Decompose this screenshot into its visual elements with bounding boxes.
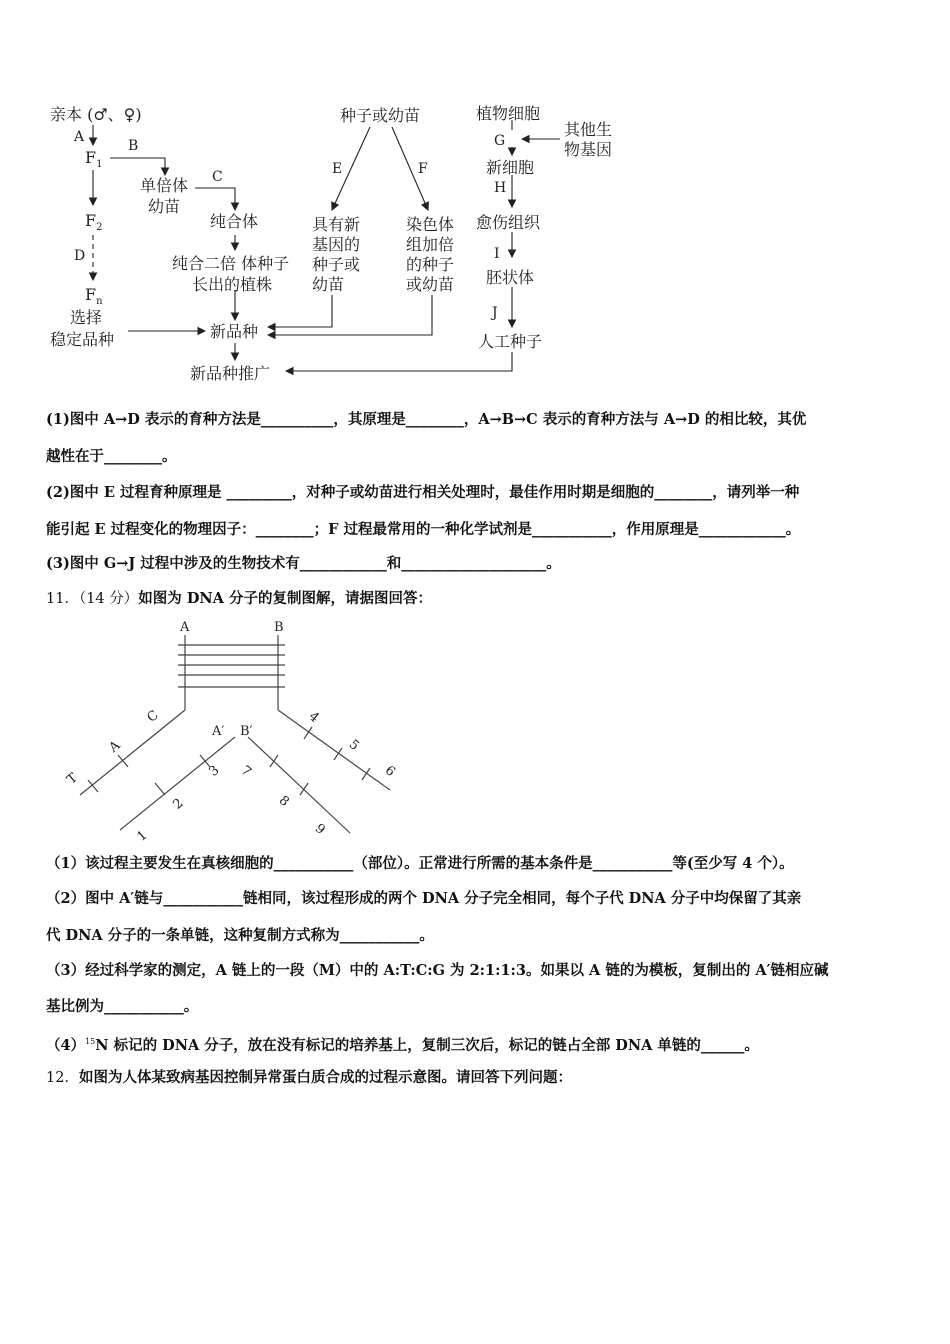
q11-3-line-2: 基比例为___________。 <box>46 998 199 1015</box>
seed-label: 种子或幼苗 <box>340 106 421 125</box>
haploid-label-1: 单倍体 <box>140 176 189 195</box>
dna-label-A: A <box>180 620 190 635</box>
label-G: G <box>494 133 506 149</box>
plantcell-label: 植物细胞 <box>476 104 541 123</box>
label-F1: $F_1$ <box>85 148 103 170</box>
dna-label-C-strand: C <box>144 707 162 726</box>
embryoid-label: 胚状体 <box>486 268 535 287</box>
newgene-line-3: 种子或 <box>312 255 361 274</box>
diploid-label-2: 长出的植株 <box>192 275 273 294</box>
dna-label-6: 6 <box>381 763 398 780</box>
q12-heading: 12．如图为人体某致病基因控制异常蛋白质合成的过程示意图。请回答下列问题： <box>46 1069 572 1086</box>
q10-3-line-1: (3)图中 G→J 过程中涉及的生物技术有____________和____________________。 <box>46 555 561 572</box>
haploid-label-2: 幼苗 <box>148 197 181 216</box>
select-label-2: 稳定品种 <box>50 330 115 349</box>
newgene-line-2: 基因的 <box>312 235 361 254</box>
label-Fn: $F_n$ <box>85 285 103 307</box>
label-E: E <box>332 161 343 177</box>
diploid-label-1: 纯合二倍 体种子 <box>172 254 290 273</box>
dna-label-2: 2 <box>170 795 187 813</box>
callus-label: 愈伤组织 <box>476 213 541 232</box>
label-J: J <box>492 305 498 321</box>
other-label-1: 其他生 <box>564 120 613 139</box>
q10-1-line-2: 越性在于________。 <box>46 448 177 465</box>
q10-1-line-1: (1)图中 A→D 表示的育种方法是__________，其原理是________，A→B→C 表示的育种方法与 A→D 的相比较，其优 <box>46 411 807 428</box>
chromo-line-4: 或幼苗 <box>406 275 455 294</box>
dna-label-4: 4 <box>305 709 322 726</box>
dna-label-A-strand: A <box>106 738 124 756</box>
label-B: B <box>128 138 139 154</box>
newgene-line-1: 具有新 <box>312 215 361 234</box>
chromo-line-1: 染色体 <box>406 215 455 234</box>
label-F2: $F_2$ <box>85 211 103 233</box>
label-D: D <box>74 248 86 264</box>
dna-label-9: 9 <box>311 821 328 838</box>
new-variety-label: 新品种 <box>210 322 259 341</box>
q11-3-line-1: （3）经过科学家的测定，A 链上的一段（M）中的 A:T:C:G 为 2:1:1:3。如果以 A 链的为模板，复制出的 A′链相应碱 <box>46 962 829 979</box>
dna-label-3: 3 <box>206 762 223 780</box>
q11-4: $(4)^{15}N$ 标记的 DNA 分子，放在没有标记的培养基上，复制三次后，标记的链占全部 DNA 单链的______。 <box>46 1036 759 1054</box>
newgene-line-4: 幼苗 <box>312 275 345 294</box>
newcell-label: 新细胞 <box>486 158 535 177</box>
breeding-diagram <box>40 95 640 390</box>
label-H: H <box>494 180 507 196</box>
dna-label-5: 5 <box>345 737 362 754</box>
chromo-line-3: 的种子 <box>406 255 455 274</box>
other-label-2: 物基因 <box>564 140 613 159</box>
label-F: F <box>418 161 428 177</box>
dna-label-A-prime: A′ <box>212 724 225 739</box>
q10-2-line-1: (2)图中 E 过程育种原理是 _________，对种子或幼苗进行相关处理时，最佳作用时期是细胞的________，请列举一种 <box>46 484 800 501</box>
dna-label-7: 7 <box>237 763 254 780</box>
dna-label-B-prime: B′ <box>240 724 253 739</box>
dna-replication-diagram <box>60 615 420 845</box>
dna-label-1: 1 <box>134 827 151 845</box>
pure-label: 纯合体 <box>210 212 259 231</box>
chromo-line-2: 组加倍 <box>406 235 455 254</box>
label-A: A <box>74 129 85 145</box>
q11-1: （1）该过程主要发生在真核细胞的___________（部位）。正常进行所需的基本条件是___________等(至少写 4 个）。 <box>46 855 794 872</box>
label-I: I <box>494 246 500 262</box>
q11-2-line-2: 代 DNA 分子的一条单链，这种复制方式称为___________。 <box>46 927 434 944</box>
label-C: C <box>212 169 223 185</box>
dna-label-B: B <box>274 620 284 635</box>
promote-label: 新品种推广 <box>190 364 271 383</box>
q11-2-line-1: （2）图中 A′链与___________链相同，该过程形成的两个 DNA 分子完全相同，每个子代 DNA 分子中均保留了其亲 <box>46 890 802 907</box>
q11-heading: 11．（14 分）如图为 DNA 分子的复制图解，请据图回答： <box>46 590 432 607</box>
dna-label-T: T <box>64 770 81 788</box>
parent-label: 亲本 (♂、♀) <box>50 105 142 124</box>
q10-2-line-2: 能引起 E 过程变化的物理因子：________；F 过程最常用的一种化学试剂是___________，作用原理是____________。 <box>46 521 801 538</box>
select-label-1: 选择 <box>70 308 103 327</box>
dna-label-8: 8 <box>275 793 292 810</box>
artificial-label: 人工种子 <box>478 332 543 351</box>
